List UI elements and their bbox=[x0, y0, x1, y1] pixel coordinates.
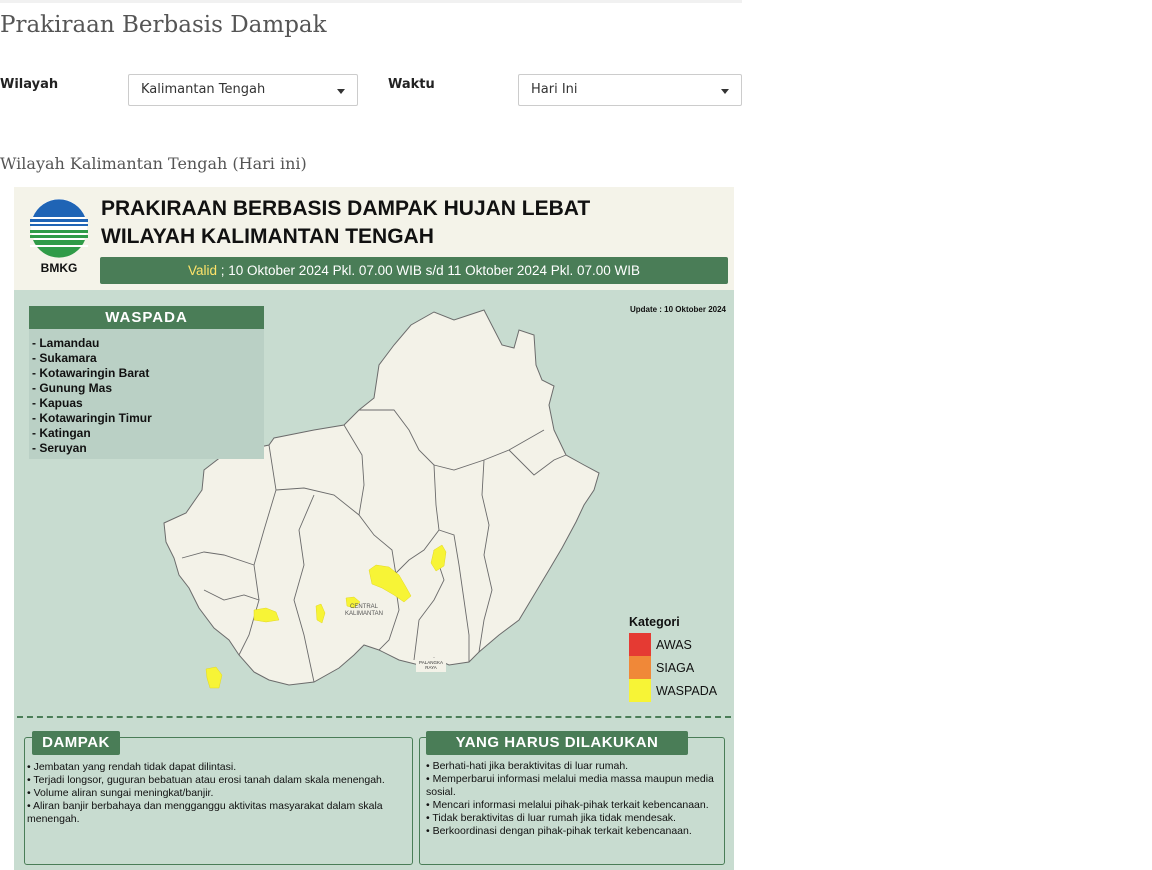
legend bbox=[629, 615, 717, 702]
legend-swatch-awas bbox=[629, 633, 651, 656]
list-item: • Berhati-hati jika beraktivitas di luar rumah. bbox=[426, 760, 629, 772]
logo-text: BMKG bbox=[40, 261, 78, 275]
valid-period: ; 10 Oktober 2024 Pkl. 07.00 WIB s/d 11 Oktober 2024 Pkl. 07.00 WIB bbox=[217, 263, 640, 278]
legend-label: SIAGA bbox=[656, 660, 695, 675]
yang-harus-list bbox=[426, 760, 722, 838]
list-item: • Volume aliran sungai meningkat/banjir. bbox=[27, 787, 214, 799]
bmkg-logo-icon bbox=[24, 195, 94, 259]
chevron-down-icon bbox=[721, 89, 729, 94]
list-item: • Aliran banjir berbahaya dan mengganggu aktivitas masyarakat dalam skala menengah. bbox=[27, 800, 383, 825]
list-item: - Sukamara bbox=[32, 351, 97, 365]
wilayah-label: Wilayah bbox=[0, 77, 59, 92]
section-subtitle: Wilayah Kalimantan Tengah (Hari ini) bbox=[0, 154, 307, 173]
list-item: - Seruyan bbox=[32, 441, 87, 455]
waktu-select-value: Hari Ini bbox=[531, 82, 578, 97]
list-item: • Terjadi longsor, guguran bebatuan atau erosi tanah dalam skala menengah. bbox=[27, 774, 385, 786]
section-divider bbox=[17, 716, 731, 718]
list-item: - Kotawaringin Timur bbox=[32, 411, 152, 425]
list-item: - Kotawaringin Barat bbox=[32, 366, 150, 380]
bmkg-logo bbox=[24, 195, 94, 285]
waspada-title: WASPADA bbox=[29, 306, 264, 329]
legend-item bbox=[629, 656, 717, 679]
legend-swatch-waspada bbox=[629, 679, 651, 702]
list-item: • Tidak beraktivitas di luar rumah jika tidak mendesak. bbox=[426, 812, 676, 824]
legend-item bbox=[629, 679, 717, 702]
list-item: • Berkoordinasi dengan pihak-pihak terkait kebencanaan. bbox=[426, 825, 692, 837]
map-label-palangka: PALANGKA bbox=[419, 660, 443, 665]
wilayah-select[interactable] bbox=[128, 74, 358, 106]
list-item: • Memperbarui informasi melalui media massa maupun media sosial. bbox=[426, 773, 714, 798]
infographic-header bbox=[14, 187, 734, 290]
wilayah-select-value: Kalimantan Tengah bbox=[141, 82, 266, 97]
list-item: • Mencari informasi melalui pihak-pihak terkait kebencanaan. bbox=[426, 799, 709, 811]
legend-label: WASPADA bbox=[656, 683, 718, 698]
list-item: - Kapuas bbox=[32, 396, 83, 410]
list-item: - Gunung Mas bbox=[32, 381, 112, 395]
title-line-1: PRAKIRAAN BERBASIS DAMPAK HUJAN LEBAT bbox=[101, 197, 591, 220]
dampak-title: DAMPAK bbox=[32, 731, 120, 755]
dampak-list bbox=[27, 761, 407, 826]
list-item: - Lamandau bbox=[32, 336, 100, 350]
list-item: • Jembatan yang rendah tidak dapat dilintasi. bbox=[27, 761, 237, 773]
impact-forecast-infographic bbox=[14, 187, 734, 870]
chevron-down-icon bbox=[337, 89, 345, 94]
list-item: - Katingan bbox=[32, 426, 91, 440]
waspada-region-box bbox=[29, 306, 264, 459]
legend-title: Kategori bbox=[629, 615, 680, 629]
top-divider bbox=[0, 0, 742, 3]
map-label-central: CENTRAL bbox=[349, 604, 379, 610]
legend-label: AWAS bbox=[656, 637, 692, 652]
validity-bar bbox=[100, 257, 728, 284]
map-label-raya: RAYA bbox=[425, 665, 437, 670]
legend-swatch-siaga bbox=[629, 656, 651, 679]
title-line-2: WILAYAH KALIMANTAN TENGAH bbox=[101, 225, 434, 248]
map-label-kalimantan: KALIMANTAN bbox=[345, 611, 383, 617]
yang-harus-title: YANG HARUS DILAKUKAN bbox=[426, 731, 688, 755]
page-title: Prakiraan Berbasis Dampak bbox=[0, 12, 327, 38]
update-date: Update : 10 Oktober 2024 bbox=[629, 305, 726, 314]
legend-item bbox=[629, 633, 717, 656]
infographic-title bbox=[101, 195, 590, 251]
waktu-select[interactable] bbox=[518, 74, 742, 106]
waktu-label: Waktu bbox=[388, 77, 435, 92]
waspada-list bbox=[32, 336, 152, 456]
valid-prefix: Valid bbox=[187, 263, 218, 278]
